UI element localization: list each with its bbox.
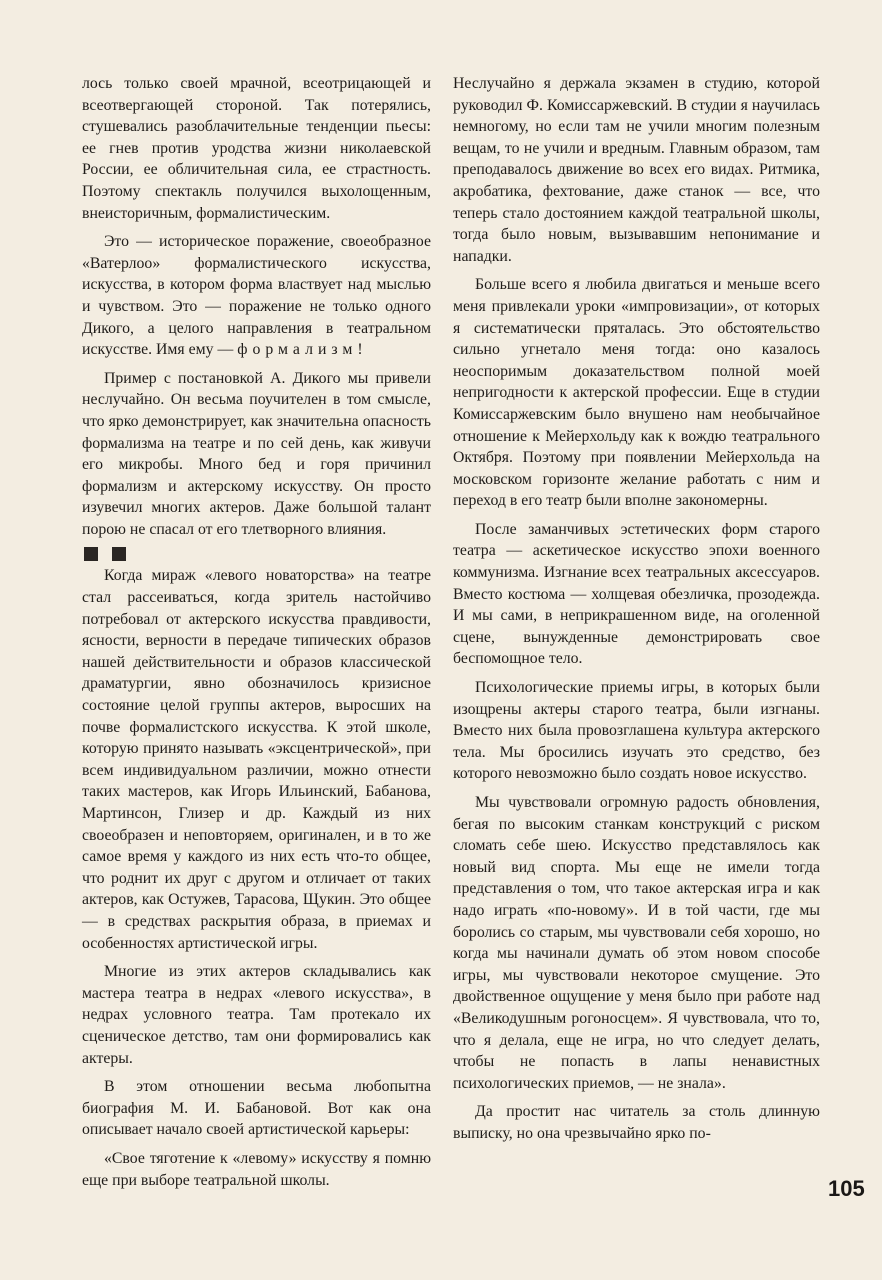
separator-square-icon [84, 547, 98, 561]
paragraph: «Свое тяготение к «левому» искусству я помню еще при выборе театральной школы. [82, 1149, 431, 1189]
paragraph: В этом отношении весьма любопытна биография М. И. Бабановой. Вот как она описывает начало своей артистической карьеры: [82, 1078, 431, 1139]
paragraph: Да простит нас читатель за столь длинную выписку, но она чрезвычайно ярко по- [453, 1103, 820, 1142]
paragraph: Больше всего я любила двигаться и меньше всего меня привлекали уроки «импровизации», от которых я систематически пряталась. Это обстоятельство сильно угнетало меня тогда: оно казалось неоспоримым доказательством полной моей непригодности к актерской профессии. Еще в студии Комиссаржевским было внушено нам необычайное отношение к Мейерхольду как к вождю театрального Октября. Поэтому при появлении Мейерхольда на московском горизонте желание работать с ним и переход в его театр были вполне закономерны. [453, 276, 820, 510]
emphasized-word: формализм! [237, 341, 368, 359]
paragraph-text: Это — историческое поражение, своеобразное «Ватерлоо» формалистического искусства, искусства, в котором форма властвует над мыслью и чувством. Это — поражение не только одного Дикого, а целого направления в театральном искусстве. Имя ему — [82, 233, 431, 359]
page-number: 105 [828, 1176, 865, 1201]
paragraph: Пример с постановкой А. Дикого мы привели неслучайно. Он весьма поучителен в том смысле, что ярко демонстрирует, как значительна опасность формализма на театре и по сей день, как живучи его микробы. Много бед и горя причинил формализм и актерскому искусству. Он просто изувечил многих актеров. Даже большой талант порою не спасал от его тлетворного влияния. [82, 369, 431, 538]
paragraph: Многие из этих актеров складывались как мастера театра в недрах «левого искусства», в недрах условного театра. Там протекало их сценическое детство, там они формировались как актеры. [82, 963, 431, 1067]
paragraph: Мы чувствовали огромную радость обновления, бегая по высоким станкам конструкций с риском сломать себе шею. Искусство представлялось как новый вид спорта. Мы еще не имели тогда представления о том, что такое актерская игра и как надо играть «по-новому». И в той части, где мы боролись со старым, мы чувствовали себя хорошо, но когда мы начинали думать об этом новом способе игры, мы чувствовали некоторое смущение. Это двойственное ощущение у меня было при работе над «Великодушным рогоносцем». Я чувствовала, что то, что я делала, еще не игра, но что следует делать, чтобы не попасть в лапы ненавистных психологических приемов, — не знала». [453, 794, 820, 1092]
paragraph: После заманчивых эстетических форм старого театра — аскетическое искусство эпохи военного коммунизма. Изгнание всех театральных аксессуаров. Вместо костюма — холщевая обезличка, прозодежда. И мы сами, в неприкрашенном виде, на оголенной сцене, вынужденные демонстрировать свое беспомощное тело. [453, 520, 820, 668]
section-separator [84, 547, 431, 561]
paragraph [82, 231, 431, 361]
paragraph: Психологические приемы игры, в которых были изощрены актеры старого театра, были изгнаны. Вместо них была провозглашена культура актерского тела. Мы бросились изучать это средство, без которого невозможно было создать новое искусство. [453, 679, 820, 783]
separator-square-icon [112, 547, 126, 561]
paragraph: Неслучайно я держала экзамен в студию, которой руководил Ф. Комиссаржевский. В студии я научилась немногому, но если там не учили многим полезным вещам, то не учили и вредным. Главным образом, там преподавалось движение во всех его видах. Ритмика, акробатика, фехтование, даже станок — все, что теперь стало достоянием каждой театральной школы, тогда было новым, вызывавшим непонимание и нападки. [453, 75, 820, 265]
paragraph: лось только своей мрачной, всеотрицающей и всеотвергающей стороной. Так потерялись, стушевались разоблачительные тенденции пьесы: ее гнев против уродства жизни николаевской России, ее обличительная сила, ее страстность. Поэтому спектакль получился выхолощенным, внеисторичным, формалистическим. [82, 75, 431, 222]
right-column [453, 73, 820, 1152]
paragraph: Когда мираж «левого новаторства» на театре стал рассеиваться, когда зритель настойчиво потребовал от актерского искусства правдивости, ясности, верности в передаче типических образов нашей действительности и образов классической драматургии, явно обозначилось кризисное состояние целой группы актеров, выросших на почве формалистского искусства. К этой школе, которую принято называть «эксцентрической», при всем индивидуальном различии, можно отнести таких мастеров, как Игорь Ильинский, Бабанова, Мартинсон, Глизер и др. Каждый из них своеобразен и неповторяем, оригинален, и в то же самое время у каждого из них есть что-то общее, что роднит их друг с другом и отличает от таких актеров, как Остужев, Тарасова, Щукин. Это общее — в средствах раскрытия образа, в приемах и особенностях артистической игры. [82, 567, 431, 952]
left-column [82, 73, 431, 1198]
